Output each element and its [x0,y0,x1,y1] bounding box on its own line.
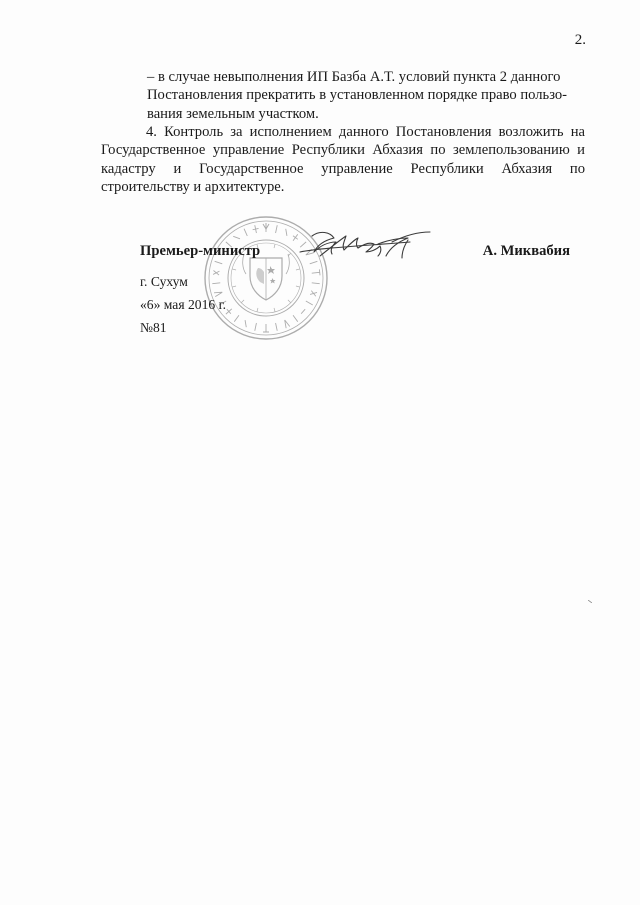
date-line: «6» мая 2016 г. [140,297,227,312]
item-line-1: – в случае невыполнения ИП Базба А.Т. условий пункта 2 данного [147,69,561,85]
page-number: 2. [574,32,586,48]
point-4-text: 4. Контроль за исполнением данного Постановления возложить на Государственное управление Республики Абхазия по землепользованию и кадастру и Государственное управление Республики Абхазия по строительству и архитектуре. [101,124,585,196]
scan-speck-icon [588,600,592,603]
city-line: г. Сухум [140,274,188,289]
item-paragraph [147,68,585,123]
signatory-title: Премьер-министр [140,243,261,259]
signature-row [140,243,570,263]
signatory-name: А. Миквабия [482,243,570,259]
point-4-paragraph [101,123,585,197]
item-line-3: вания земельным участком. [147,105,319,122]
document-number: №81 [140,320,167,335]
item-line-2: Постановления прекратить в установленном порядке право пользо- [147,87,568,104]
